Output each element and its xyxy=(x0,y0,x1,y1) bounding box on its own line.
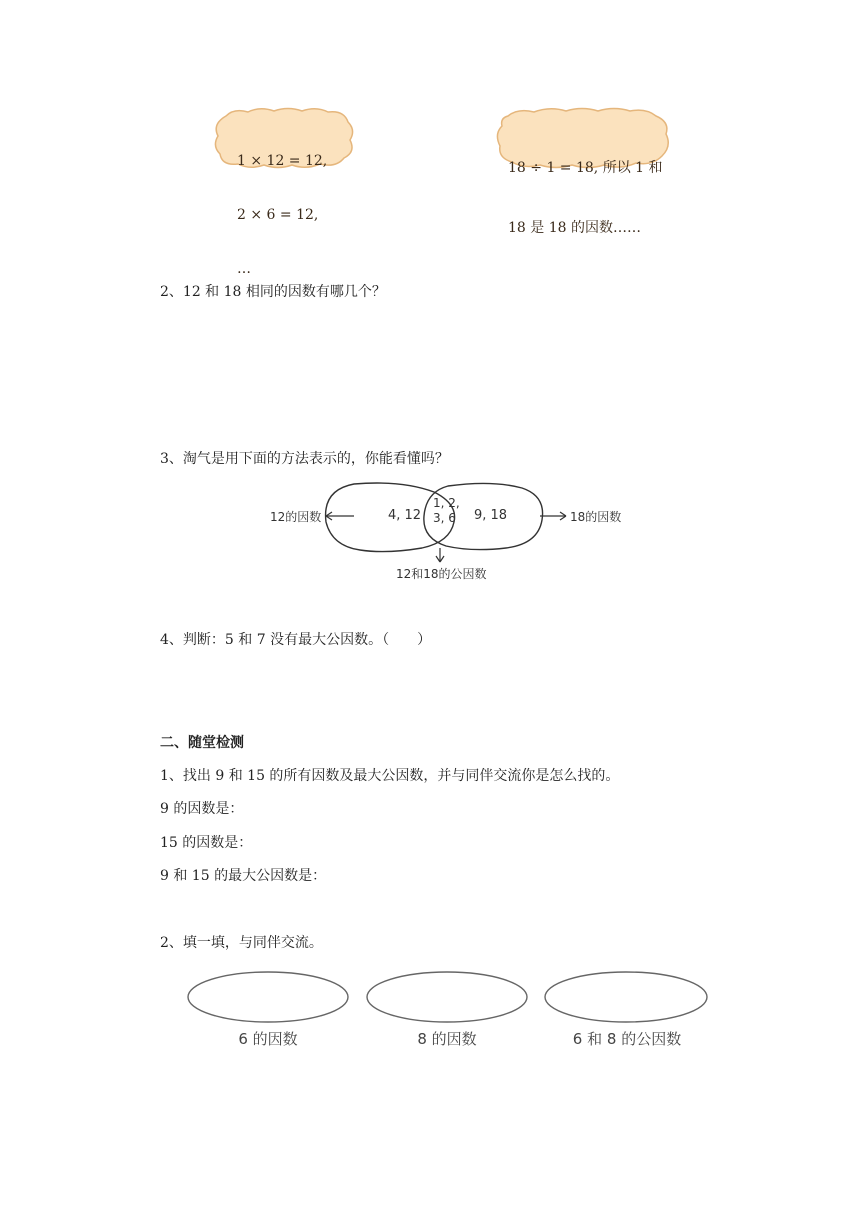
venn-left-label: 12的因数 xyxy=(270,510,322,524)
ellipse-6-factors xyxy=(188,972,348,1022)
section-2-heading: 二、随堂检测 xyxy=(160,735,244,751)
gcd-9-15-line: 9 和 15 的最大公因数是： xyxy=(160,868,327,884)
section-2-question-2: 2、填一填，与同伴交流。 xyxy=(160,935,323,951)
cloud-left-line-1: 1 × 12 = 12, xyxy=(237,153,328,169)
cloud-right-line-2: 18 是 18 的因数…… xyxy=(508,220,641,236)
venn-common-line-1: 1, 2, xyxy=(433,496,460,510)
cloud-left-line-2: 2 × 6 = 12, xyxy=(237,207,319,223)
factors-of-15-line: 15 的因数是： xyxy=(160,835,253,851)
section-2-question-1: 1、找出 9 和 15 的所有因数及最大公因数，并与同伴交流你是怎么找的。 xyxy=(160,768,620,784)
venn-right-only: 9, 18 xyxy=(474,508,508,523)
ellipse-label-8: 8 的因数 xyxy=(417,1030,477,1048)
ellipse-common-factors xyxy=(545,972,707,1022)
factors-of-9-line: 9 的因数是： xyxy=(160,801,244,817)
venn-bottom-label: 12和18的公因数 xyxy=(396,567,487,581)
question-3: 3、淘气是用下面的方法表示的，你能看懂吗？ xyxy=(160,451,449,467)
ellipse-8-factors xyxy=(367,972,527,1022)
cloud-left-line-3: … xyxy=(237,261,251,277)
venn-left-only: 4, 12 xyxy=(388,508,422,523)
venn-common-line-2: 3, 6 xyxy=(433,511,456,525)
ellipse-shapes xyxy=(180,966,720,1026)
venn-right-label: 18的因数 xyxy=(570,510,622,524)
ellipse-label-6: 6 的因数 xyxy=(238,1030,298,1048)
question-2: 2、12 和 18 相同的因数有哪几个？ xyxy=(160,284,386,300)
question-4: 4、判断：5 和 7 没有最大公因数。（ ） xyxy=(160,632,432,648)
ellipse-label-common: 6 和 8 的公因数 xyxy=(572,1030,682,1048)
cloud-right-line-1: 18 ÷ 1 = 18, 所以 1 和 xyxy=(508,160,663,176)
